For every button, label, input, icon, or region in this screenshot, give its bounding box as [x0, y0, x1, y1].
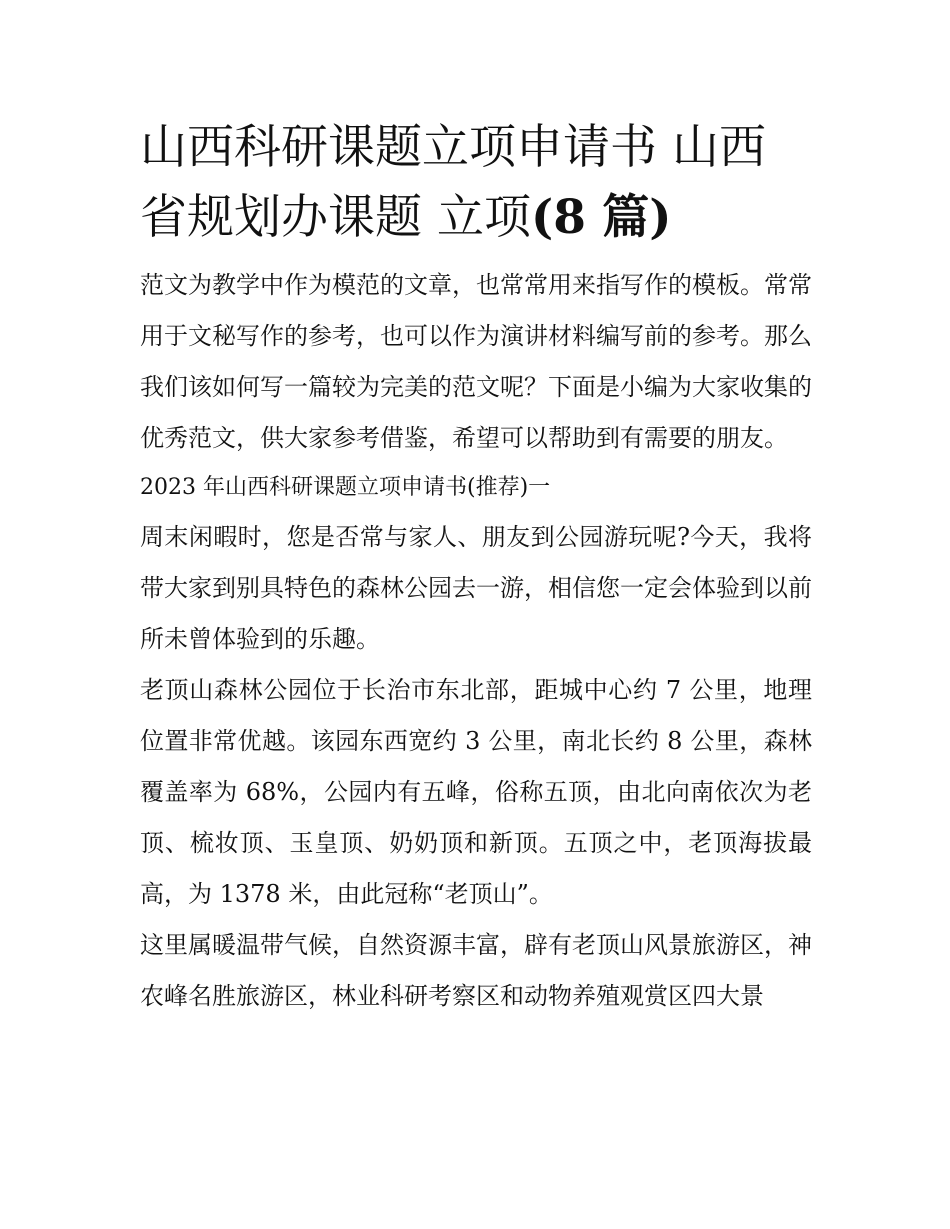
body-paragraph: 老顶山森林公园位于长治市东北部，距城中心约 7 公里，地理位置非常优越。该园东西宽约 3 公里，南北长约 8 公里，森林覆盖率为 68%，公园内有五峰，俗称五顶，由北向南依次为老顶、梳妆顶、玉皇顶、奶奶顶和新顶。五顶之中，老顶海拔最高，为 1378 米，由此冠称“老顶山”。: [140, 676, 812, 908]
document-page: [140, 0, 812, 1022]
body-paragraph: 这里属暖温带气候，自然资源丰富，辟有老顶山风景旅游区，神农峰名胜旅游区，林业科研考察区和动物养殖观赏区四大景: [140, 931, 812, 1010]
document-title: [140, 0, 812, 253]
section-heading: 2023 年山西科研课题立项申请书(推荐)一: [140, 475, 551, 500]
body-paragraph: 周末闲暇时，您是否常与家人、朋友到公园游玩呢?今天，我将带大家到别具特色的森林公园去一游，相信您一定会体验到以前所未曾体验到的乐趣。: [140, 523, 812, 653]
document-body: [140, 260, 812, 1022]
document-title-main: 山西科研课题立项申请书 山西省规划办课题 立项: [140, 120, 766, 245]
intro-paragraph: 范文为教学中作为模范的文章，也常常用来指写作的模板。常常用于文秘写作的参考，也可以作为演讲材料编写前的参考。那么我们该如何写一篇较为完美的范文呢？下面是小编为大家收集的优秀范文，供大家参考借鉴，希望可以帮助到有需要的朋友。: [140, 271, 812, 452]
document-title-count: (8 篇): [530, 190, 672, 245]
